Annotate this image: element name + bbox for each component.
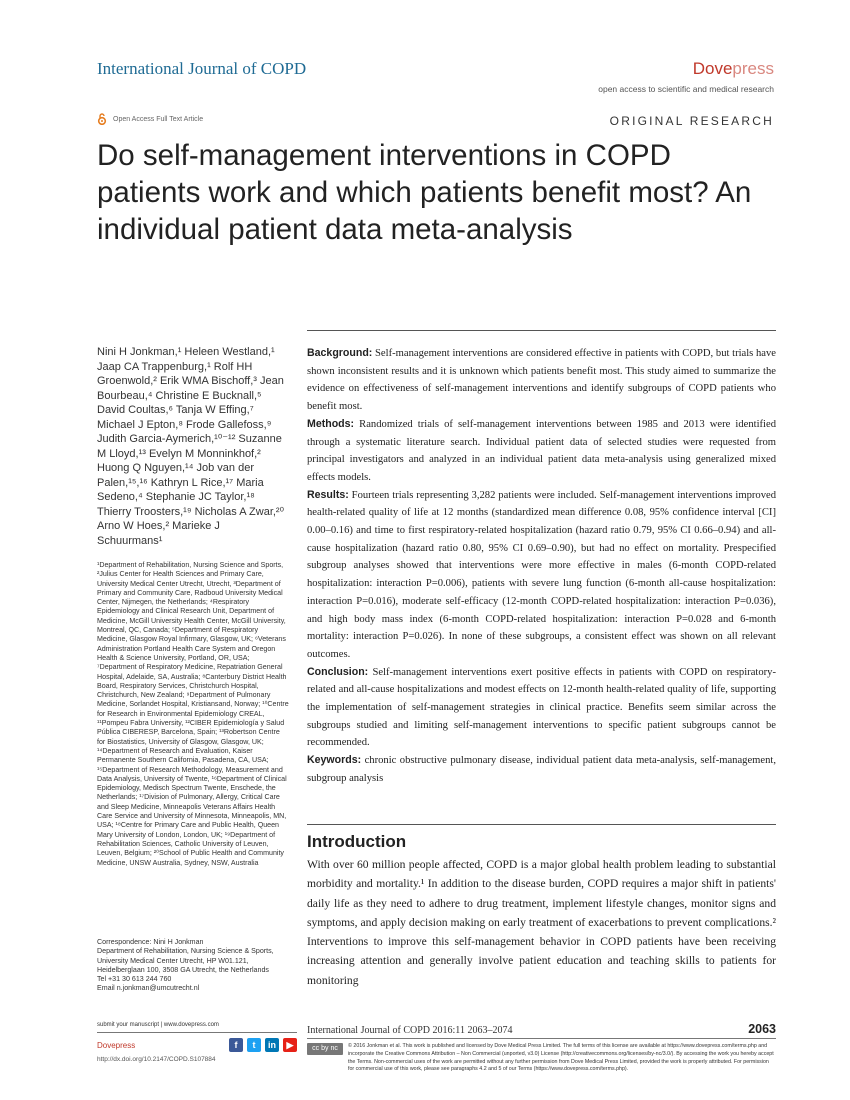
- abstract-background: [307, 345, 776, 416]
- abstract-methods-text: Randomized trials of self-management interventions between 1985 and 2013 were identified through a systematic literature search. Individual patient data of selected studies were requested from principal investigators and analyzed in an individual patient data meta-analysis using generalized mixed effects models.: [307, 418, 776, 483]
- open-access-label: [97, 113, 203, 125]
- publisher-name-b: press: [732, 59, 774, 78]
- introduction-text: With over 60 million people affected, COPD is a major global health problem leading to substantial morbidity and mortality.¹ In addition to the disease burden, COPD requires a major shift in patients' daily life as they need to adhere to drug treatment, implement lifestyle changes, monitor signs and symptoms, and apply decision making on early treatment of exacerbations to prevent complications.² Interventions to improve this self-management behavior in COPD patients have been receiving increasing attention and generally involve patient education and teaching skills to patients for monitoring: [307, 858, 776, 987]
- abstract-keywords-label: Keywords:: [307, 754, 362, 767]
- divider: [307, 330, 776, 331]
- doi-link[interactable]: http://dx.doi.org/10.2147/COPD.S107884: [97, 1056, 216, 1063]
- abstract-methods-label: Methods:: [307, 417, 355, 430]
- correspondence-address: Department of Rehabilitation, Nursing Science & Sports, University Medical Center Utrecht, HP W01.121, Heidelberglaan 100, 3508 GA Utrecht, the Netherlands: [97, 947, 274, 974]
- twitter-icon[interactable]: t: [247, 1038, 261, 1052]
- abstract-results: [307, 487, 776, 664]
- license-row: [307, 1043, 776, 1074]
- abstract-methods: [307, 416, 776, 487]
- abstract-background-label: Background:: [307, 347, 373, 359]
- abstract-background-text: Self-management interventions are considered effective in patients with COPD, but trials have shown inconsistent results and it is unknown which patients benefit most. This study aimed to summarize the evidence on effectiveness of self-management interventions and identify subgroups of COPD patients who benefit most.: [307, 348, 776, 413]
- abstract-results-text: Fourteen trials representing 3,282 patients were included. Self-management interventions improved health-related quality of life at 12 months (standardized mean difference 0.08, 95% confidence interval [CI] 0.00–0.16) and time to first respiratory-related hospitalization (hazard ratio 0.79, 95% CI 0.66–0.94) and all-cause hospitalization (hazard ratio 0.80, 95% CI 0.69–0.90), but had no effect on mortality. Prespecified subgroup analyses showed that interventions were more effective in males (6-month COPD-related hospitalization: interaction P=0.006), patients with severe lung function (6-month all-cause hospitalization: interaction P=0.016), moderate self-efficacy (12-month COPD-related hospitalization: interaction P=0.036), and high body mass index (6-month COPD-related hospitalization: interaction P=0.028 and 6-month mortality: interaction P=0.026). In none of these subgroups, a consistent effect was shown on all relevant outcomes.: [307, 489, 776, 660]
- cc-license-badge-icon[interactable]: cc by nc: [307, 1043, 343, 1055]
- publisher-name-a: Dove: [692, 59, 733, 78]
- article-type: ORIGINAL RESEARCH: [609, 114, 774, 128]
- article-title: Do self-management interventions in COPD patients work and which patients benefit most? An individual patient data meta-analysis: [97, 139, 752, 246]
- correspondence-name: Correspondence: Nini H Jonkman: [97, 938, 204, 946]
- abstract-conclusion: [307, 664, 776, 753]
- footer-divider: [97, 1032, 297, 1033]
- journal-name: International Journal of COPD: [97, 59, 307, 78]
- correspondence: [97, 938, 297, 994]
- footer-left: [97, 1022, 297, 1063]
- author-list: Nini H Jonkman,¹ Heleen Westland,¹ Jaap CA Trappenburg,¹ Rolf HH Groenwold,² Erik WMA Bischoff,³ Jean Bourbeau,⁴ Christine E Bucknall,⁵ David Coultas,⁶ Tanja W Effing,⁷ Michael J Epton,⁸ Frode Gallefoss,⁹ Judith Garcia-Aymerich,¹⁰⁻¹² Suzanne M Lloyd,¹³ Evelyn M Monninkhof,² Huong Q Nguyen,¹⁴ Job van der Palen,¹⁵,¹⁶ Kathryn L Rice,¹⁷ Maria Sedeno,⁴ Stephanie JC Taylor,¹⁸ Thierry Troosters,¹⁹ Nicholas A Zwar,²⁰ Arno W Hoes,² Marieke J Schuurmans¹: [97, 346, 284, 547]
- social-links: [229, 1038, 297, 1052]
- footer-citation-row: [307, 1022, 776, 1036]
- affiliations: ¹Department of Rehabilitation, Nursing Science and Sports, ²Julius Center for Health Sciences and Primary Care, University Medical Center Utrecht, Utrecht, ³Department of Primary and Community Care, Radboud University Medical Center, Nijmegen, the Netherlands; ⁴Respiratory Epidemiology and Clinical Research Unit, Department of Medicine, McGill University Health Center, McGill University, Montreal, QC, Canada; ⁵Department of Respiratory Medicine, Glasgow Royal Infirmary, Glasgow, UK; ⁶Veterans Administration Portland Health Care System and Oregon Health & Science University, Portland, OR, USA; ⁷Department of Respiratory Medicine, Repatriation General Hospital, Adelaide, SA, Australia; ⁸Canterbury District Health Board, Respiratory Services, Christchurch Hospital, Christchurch, New Zealand; ⁹Department of Pulmonary Medicine, Sorlandet Hospital, Kristiansand, Norway; ¹⁰Centre for Research in Environmental Epidemiology CREAL, ¹¹Pompeu Fabra University, ¹²CIBER Epidemiología y Salud Pública CIBERESP, Barcelona, Spain; ¹³Robertson Centre for Biostatistics, University of Glasgow, Glasgow, UK; ¹⁴Department of Research and Evaluation, Kaiser Permanente Southern California, Pasadena, CA, USA; ¹⁵Department of Research Methodology, Measurement and Data Analysis, University of Twente, ¹⁶Department of Clinical Epidemiology, Medisch Spectrum Twente, Enschede, the Netherlands; ¹⁷Division of Pulmonary, Allergy, Critical Care and Sleep Medicine, Minneapolis Veterans Affairs Health Care Service and University of Minnesota, Minneapolis, MN, USA; ¹⁸Centre for Primary Care and Public Health, Queen Mary University of London, London, UK; ¹⁹Department of Rehabilitation Sciences, Catholic University of Leuven, Leuven, Belgium; ²⁰School of Public Health and Community Medicine, UNSW Australia, Sydney, NSW, Australia: [97, 561, 289, 867]
- abstract-conclusion-label: Conclusion:: [307, 665, 369, 678]
- submit-manuscript-link[interactable]: submit your manuscript | www.dovepress.com: [97, 1022, 219, 1028]
- page-number: 2063: [748, 1022, 776, 1036]
- divider: [307, 824, 776, 825]
- abstract-keywords: [307, 752, 776, 787]
- correspondence-email[interactable]: Email n.jonkman@umcutrecht.nl: [97, 984, 200, 993]
- publisher-tagline: open access to scientific and medical research: [598, 84, 774, 94]
- open-access-text: Open Access Full Text Article: [113, 115, 204, 123]
- footer-brand-row: [97, 1038, 297, 1052]
- abstract-keywords-text: chronic obstructive pulmonary disease, individual patient data meta-analysis, self-management, subgroup analysis: [307, 755, 776, 784]
- footer-citation: International Journal of COPD 2016:11 2063–2074: [307, 1025, 513, 1036]
- license-text: © 2016 Jonkman et al. This work is published and licensed by Dove Medical Press Limited. The full terms of this license are available at https://www.dovepress.com/terms.php and incorporate the Creative Commons Attribution – Non Commercial (unported, v3.0) License (http://creativecommons.org/licenses/by-nc/3.0/). By accessing the work you hereby accept the Terms. Non-commercial uses of the work are permitted without any further permission from Dove Medical Press Limited, provided the work is properly attributed. For permission for commercial use of this work, please see paragraphs 4.2 and 5 of our Terms (https://www.dovepress.com/terms.php).: [348, 1043, 774, 1073]
- footer-divider: [307, 1038, 776, 1039]
- footer-brand[interactable]: Dovepress: [97, 1040, 136, 1050]
- footer-right: [307, 1022, 776, 1074]
- facebook-icon[interactable]: f: [229, 1038, 243, 1052]
- publisher-logo[interactable]: [693, 59, 774, 79]
- open-access-lock-icon: [97, 113, 107, 125]
- section-heading-introduction: Introduction: [307, 832, 407, 851]
- youtube-icon[interactable]: ▶: [283, 1038, 297, 1052]
- abstract-conclusion-text: Self-management interventions exert positive effects in patients with COPD on respiratory-related and all-cause hospitalizations and modest effects on 12-month health-related quality of life, supporting the implementation of self-management strategies in clinical practice. Benefits seem similar across the subgroups studied and limiting self-management interventions to specific patient subgroups cannot be recommended.: [307, 666, 776, 749]
- abstract-results-label: Results:: [307, 488, 349, 501]
- correspondence-tel: Tel +31 30 613 244 760: [97, 975, 172, 984]
- abstract: [307, 345, 776, 788]
- linkedin-icon[interactable]: in: [265, 1038, 279, 1052]
